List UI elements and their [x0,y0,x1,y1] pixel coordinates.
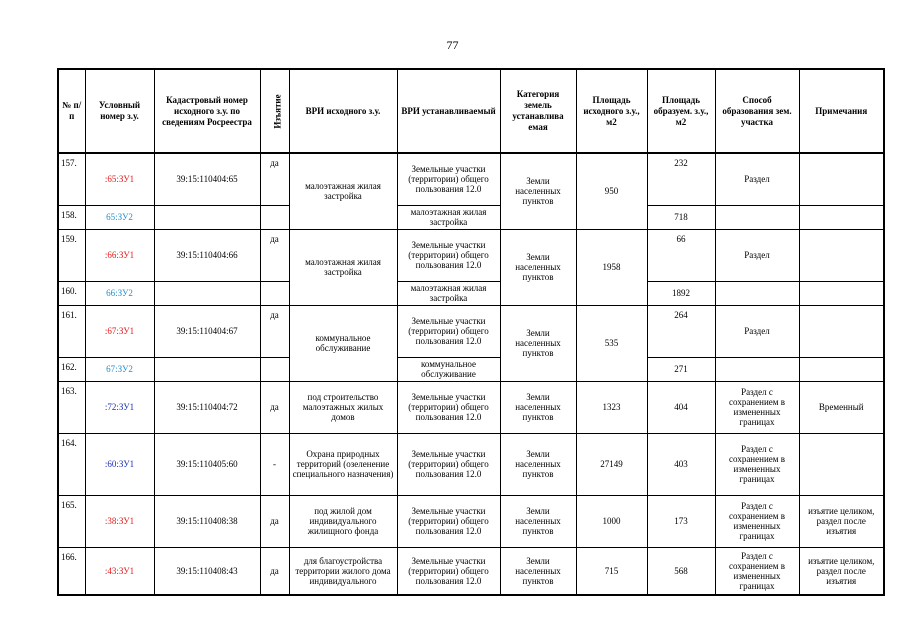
table-row [58,305,884,357]
notes: изъятие целиком, раздел после изъятия [799,495,884,547]
method [715,281,799,305]
table-row [58,153,884,205]
area-new: 403 [647,433,715,495]
table-row [58,547,884,595]
land-plots-table [57,68,885,596]
row-num: 162. [58,357,85,381]
header-area-new: Площадь образуем. з.у., м2 [647,69,715,153]
header-num: № п/п [58,69,85,153]
vri-new: Земельные участки (территории) общего пользования 12.0 [397,381,500,433]
vri-new: Земельные участки (территории) общего пользования 12.0 [397,153,500,205]
area-new: 404 [647,381,715,433]
cadastral-number [154,205,260,229]
vri-new: Земельные участки (территории) общего пользования 12.0 [397,229,500,281]
table-row [58,281,884,305]
method: Раздел с сохранением в измененных границах [715,381,799,433]
cadastral-number: 39:15:110404:72 [154,381,260,433]
cadastral-number [154,357,260,381]
notes [799,229,884,281]
header-seizure-label: Изъятие [272,93,283,129]
seizure: да [260,547,289,595]
notes: Временный [799,381,884,433]
method: Раздел с сохранением в измененных границах [715,495,799,547]
vri-source: под жилой дом индивидуального жилищного фонда [289,495,397,547]
category: Земли населенных пунктов [500,433,576,495]
vri-new: Земельные участки (территории) общего пользования 12.0 [397,495,500,547]
seizure [260,281,289,305]
area-new: 232 [647,153,715,205]
table-row [58,381,884,433]
area-source: 535 [576,305,647,381]
area-source: 1000 [576,495,647,547]
category: Земли населенных пунктов [500,305,576,381]
vri-new: Земельные участки (территории) общего пользования 12.0 [397,547,500,595]
cadastral-number: 39:15:110404:67 [154,305,260,357]
cond-number: :38:ЗУ1 [85,495,154,547]
method: Раздел с сохранением в измененных границах [715,547,799,595]
page-number: 77 [446,38,459,52]
cond-number: :66:ЗУ1 [85,229,154,281]
vri-source: малоэтажная жилая застройка [289,229,397,305]
area-new: 568 [647,547,715,595]
area-source: 950 [576,153,647,229]
category: Земли населенных пунктов [500,547,576,595]
method [715,205,799,229]
vri-source: под строительство малоэтажных жилых домов [289,381,397,433]
table-row [58,205,884,229]
cond-number: :67:ЗУ1 [85,305,154,357]
header-row [58,69,884,153]
category: Земли населенных пунктов [500,381,576,433]
row-num: 161. [58,305,85,357]
vri-new: Земельные участки (территории) общего пользования 12.0 [397,305,500,357]
header-seizure [260,69,289,153]
table-row [58,357,884,381]
notes: изъятие целиком, раздел после изъятия [799,547,884,595]
row-num: 157. [58,153,85,205]
seizure: - [260,433,289,495]
notes [799,153,884,205]
row-num: 158. [58,205,85,229]
cadastral-number: 39:15:110408:38 [154,495,260,547]
cond-number: :43:ЗУ1 [85,547,154,595]
method: Раздел [715,229,799,281]
cond-number: 66:ЗУ2 [85,281,154,305]
area-new: 1892 [647,281,715,305]
header-area-source: Площадь исходного з.у., м2 [576,69,647,153]
cadastral-number: 39:15:110405:60 [154,433,260,495]
method: Раздел [715,305,799,357]
vri-source: для благоустройства территории жилого дома индивидуального [289,547,397,595]
category: Земли населенных пунктов [500,153,576,229]
row-num: 159. [58,229,85,281]
cond-number: :72:ЗУ1 [85,381,154,433]
seizure: да [260,229,289,281]
notes [799,305,884,357]
cadastral-number: 39:15:110404:65 [154,153,260,205]
seizure [260,357,289,381]
area-new: 271 [647,357,715,381]
area-source: 715 [576,547,647,595]
method [715,357,799,381]
method: Раздел с сохранением в измененных границах [715,433,799,495]
seizure: да [260,495,289,547]
notes [799,357,884,381]
row-num: 160. [58,281,85,305]
vri-new: малоэтажная жилая застройка [397,281,500,305]
area-source: 1958 [576,229,647,305]
row-num: 163. [58,381,85,433]
area-source: 27149 [576,433,647,495]
area-new: 718 [647,205,715,229]
vri-new: коммунальное обслуживание [397,357,500,381]
header-method: Способ образования зем. участка [715,69,799,153]
cond-number: 65:ЗУ2 [85,205,154,229]
cond-number: 67:ЗУ2 [85,357,154,381]
header-cadastral: Кадастровый номер исходного з.у. по сведениям Росреестра [154,69,260,153]
notes [799,433,884,495]
area-new: 264 [647,305,715,357]
header-vri-source: ВРИ исходного з.у. [289,69,397,153]
method: Раздел [715,153,799,205]
header-notes: Примечания [799,69,884,153]
category: Земли населенных пунктов [500,495,576,547]
seizure: да [260,381,289,433]
cond-number: :65:ЗУ1 [85,153,154,205]
cadastral-number: 39:15:110408:43 [154,547,260,595]
vri-new: малоэтажная жилая застройка [397,205,500,229]
table-row [58,495,884,547]
area-new: 66 [647,229,715,281]
seizure: да [260,305,289,357]
cadastral-number [154,281,260,305]
vri-source: Охрана природных территорий (озеленение специального назначения) [289,433,397,495]
notes [799,205,884,229]
header-vri-new: ВРИ устанавливаемый [397,69,500,153]
notes [799,281,884,305]
header-cond-number: Условный номер з.у. [85,69,154,153]
area-new: 173 [647,495,715,547]
category: Земли населенных пунктов [500,229,576,305]
vri-source: малоэтажная жилая застройка [289,153,397,229]
area-source: 1323 [576,381,647,433]
seizure: да [260,153,289,205]
seizure [260,205,289,229]
table-row [58,229,884,281]
cond-number: :60:ЗУ1 [85,433,154,495]
header-category: Категория земель устанавлива емая [500,69,576,153]
row-num: 166. [58,547,85,595]
cadastral-number: 39:15:110404:66 [154,229,260,281]
vri-new: Земельные участки (территории) общего пользования 12.0 [397,433,500,495]
table-row [58,433,884,495]
row-num: 164. [58,433,85,495]
row-num: 165. [58,495,85,547]
vri-source: коммунальное обслуживание [289,305,397,381]
